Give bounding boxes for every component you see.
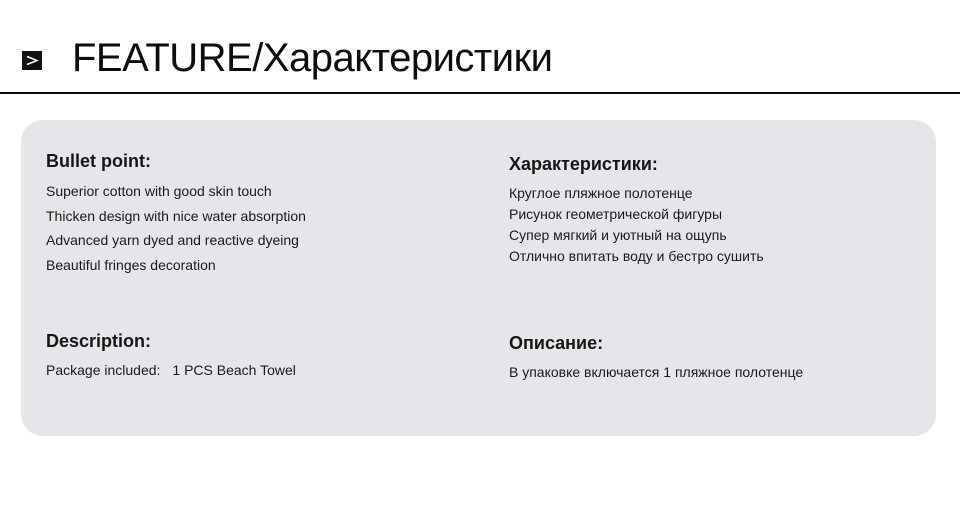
bullet-item: Отлично впитать воду и бестро сушить — [509, 248, 764, 264]
bullet-point-heading: Bullet point: — [46, 151, 151, 171]
feature-panel — [21, 120, 936, 436]
package-label: Package included: — [46, 362, 161, 378]
chevron-right-icon — [22, 51, 42, 70]
bullet-item: Beautiful fringes decoration — [46, 257, 216, 273]
opisanie-heading: Описание: — [509, 333, 604, 353]
package-value: 1 PCS Beach Towel — [172, 362, 296, 378]
title-separator: / — [252, 36, 263, 80]
bullet-item: Thicken design with nice water absorption — [46, 208, 306, 224]
bullet-item: Superior cotton with good skin touch — [46, 183, 272, 199]
title-english: FEATURE — [72, 36, 253, 80]
title-russian: Характеристики — [262, 36, 553, 80]
header — [0, 0, 960, 93]
bullet-item: Рисунок геометрической фигуры — [509, 206, 723, 222]
bullet-item: Круглое пляжное полотенце — [509, 185, 693, 201]
page-title — [72, 32, 552, 84]
description-line — [46, 362, 296, 378]
header-divider — [0, 92, 960, 94]
bullet-item: Advanced yarn dyed and reactive dyeing — [46, 232, 299, 248]
description-heading: Description: — [46, 331, 152, 351]
bullet-item: Супер мягкий и уютный на ощупь — [509, 227, 727, 243]
chevron-right-icon-glyph — [25, 55, 39, 66]
description-line: В упаковке включается 1 пляжное полотенце — [509, 364, 804, 380]
characteristics-heading: Характеристики: — [509, 154, 658, 174]
